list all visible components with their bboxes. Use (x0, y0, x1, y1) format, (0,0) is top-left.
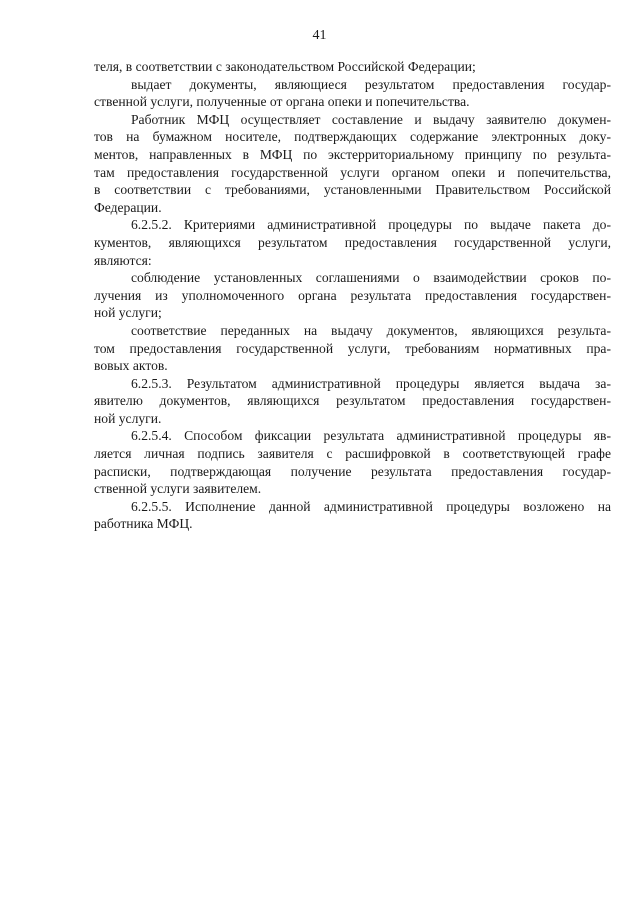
document-body (94, 58, 611, 533)
text-line: в соответствии с требованиями, установленными Правительством Российской (94, 182, 611, 198)
text-line: ляется личная подпись заявителя с расшифровкой в соответствующей графе (94, 446, 611, 462)
text-line: там предоставления государственной услуги органом опеки и попечительства, (94, 164, 611, 180)
text-line: теля, в соответствии с законодательством Российской Федерации; (94, 59, 476, 74)
text-line: Федерации. (94, 199, 162, 215)
text-line: расписки, подтверждающая получение результата предоставления государ- (94, 463, 611, 479)
text-line: лучения из уполномоченного органа результата предоставления государствен- (94, 287, 611, 303)
text-line: Работник МФЦ осуществляет составление и выдачу заявителю докумен- (131, 111, 611, 127)
text-line: ной услуги. (94, 410, 162, 426)
text-line: соответствие переданных на выдачу документов, являющихся результа- (131, 322, 611, 338)
text-line: ной услуги; (94, 305, 162, 321)
text-line: работника МФЦ. (94, 516, 193, 532)
text-line: ментов, направленных в МФЦ по экстерриториальному принципу по результа- (94, 146, 611, 162)
text-line: 6.2.5.2. Критериями административной процедуры по выдаче пакета до- (131, 217, 611, 233)
text-line: 6.2.5.3. Результатом административной процедуры является выдача за- (131, 375, 611, 391)
text-line: вовых актов. (94, 358, 168, 374)
text-line: соблюдение установленных соглашениями о взаимодействии сроков по- (131, 270, 611, 286)
text-line: ственной услуги заявителем. (94, 481, 262, 497)
page-number: 41 (312, 28, 327, 43)
text-line: 6.2.5.5. Исполнение данной административной процедуры возложено на (131, 498, 611, 514)
text-line: выдает документы, являющиеся результатом предоставления государ- (131, 76, 611, 92)
text-line: 6.2.5.4. Способом фиксации результата административной процедуры яв- (131, 428, 611, 444)
text-line: явителю документов, являющихся результатом предоставления государствен- (94, 393, 611, 409)
text-line: том предоставления государственной услуги, требованиям нормативных пра- (94, 340, 611, 356)
text-line: тов на бумажном носителе, подтверждающих содержание электронных доку- (94, 129, 611, 145)
text-line: ственной услуги, полученные от органа опеки и попечительства. (94, 94, 470, 110)
text-line: являются: (94, 252, 152, 268)
text-line: кументов, являющихся результатом предоставления государственной услуги, (94, 234, 611, 250)
